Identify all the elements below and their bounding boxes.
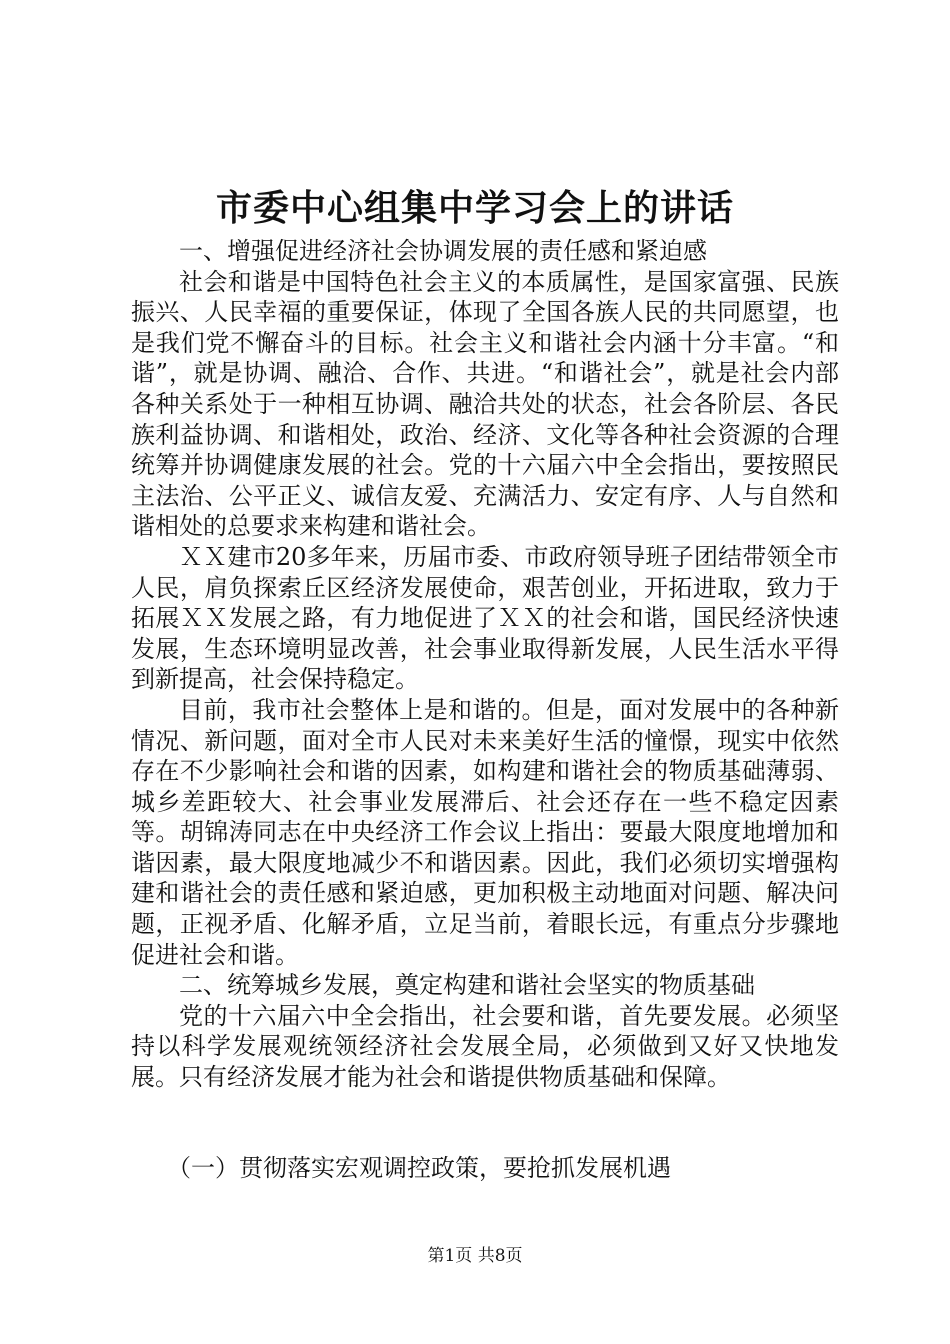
- document-body: [131, 236, 839, 1093]
- document-title: 市委中心组集中学习会上的讲话: [215, 188, 734, 229]
- section-heading-1: 一、增强促进经济社会协调发展的责任感和紧迫感: [179, 237, 707, 265]
- paragraph-1: 社会和谐是中国特色社会主义的本质属性，是国家富强、民族振兴、人民幸福的重要保证，体现了全国各族人民的共同愿望，也是我们党不懈奋斗的目标。社会主义和谐社会内涵十分丰富。“和谐”，就是协调、融洽、合作、共进。“和谐社会”，就是社会内部各种关系处于一种相互协调、融洽共处的状态，社会各阶层、各民族利益协调、和谐相处，政治、经济、文化等各种社会资源的合理统筹并协调健康发展的社会。党的十六届六中全会指出，要按照民主法治、公平正义、诚信友爱、充满活力、安定有序、人与自然和谐相处的总要求来构建和谐社会。: [131, 267, 839, 541]
- subsection-heading-1: （一）贯彻落实宏观调控政策，要抢抓发展机遇: [167, 1154, 671, 1182]
- paragraph-3: 目前，我市社会整体上是和谐的。但是，面对发展中的各种新情况、新问题，面对全市人民对未来美好生活的憧憬，现实中依然存在不少影响社会和谐的因素，如构建和谐社会的物质基础薄弱、城乡差距较大、社会事业发展滞后、社会还存在一些不稳定因素等。胡锦涛同志在中央经济工作会议上指出：要最大限度地增加和谐因素，最大限度地减少不和谐因素。因此，我们必须切实增强构建和谐社会的责任感和紧迫感，更加积极主动地面对问题、解决问题，正视矛盾、化解矛盾，立足当前，着眼长远，有重点分步骤地促进社会和谐。: [131, 695, 839, 969]
- paragraph-2: ＸＸ建市20多年来，历届市委、市政府领导班子团结带领全市人民，肩负探索丘区经济发展使命，艰苦创业，开拓进取，致力于拓展ＸＸ发展之路，有力地促进了ＸＸ的社会和谐，国民经济快速发展，生态环境明显改善，社会事业取得新发展，人民生活水平得到新提高，社会保持稳定。: [131, 542, 839, 694]
- page-footer: 第1页 共8页: [427, 1246, 523, 1266]
- section-heading-2: 二、统筹城乡发展，奠定构建和谐社会坚实的物质基础: [179, 971, 755, 1000]
- paragraph-4: 党的十六届六中全会指出，社会要和谐，首先要发展。必须坚持以科学发展观统领经济社会发展全局，必须做到又好又快地发展。只有经济发展才能为社会和谐提供物质基础和保障。: [131, 1001, 839, 1092]
